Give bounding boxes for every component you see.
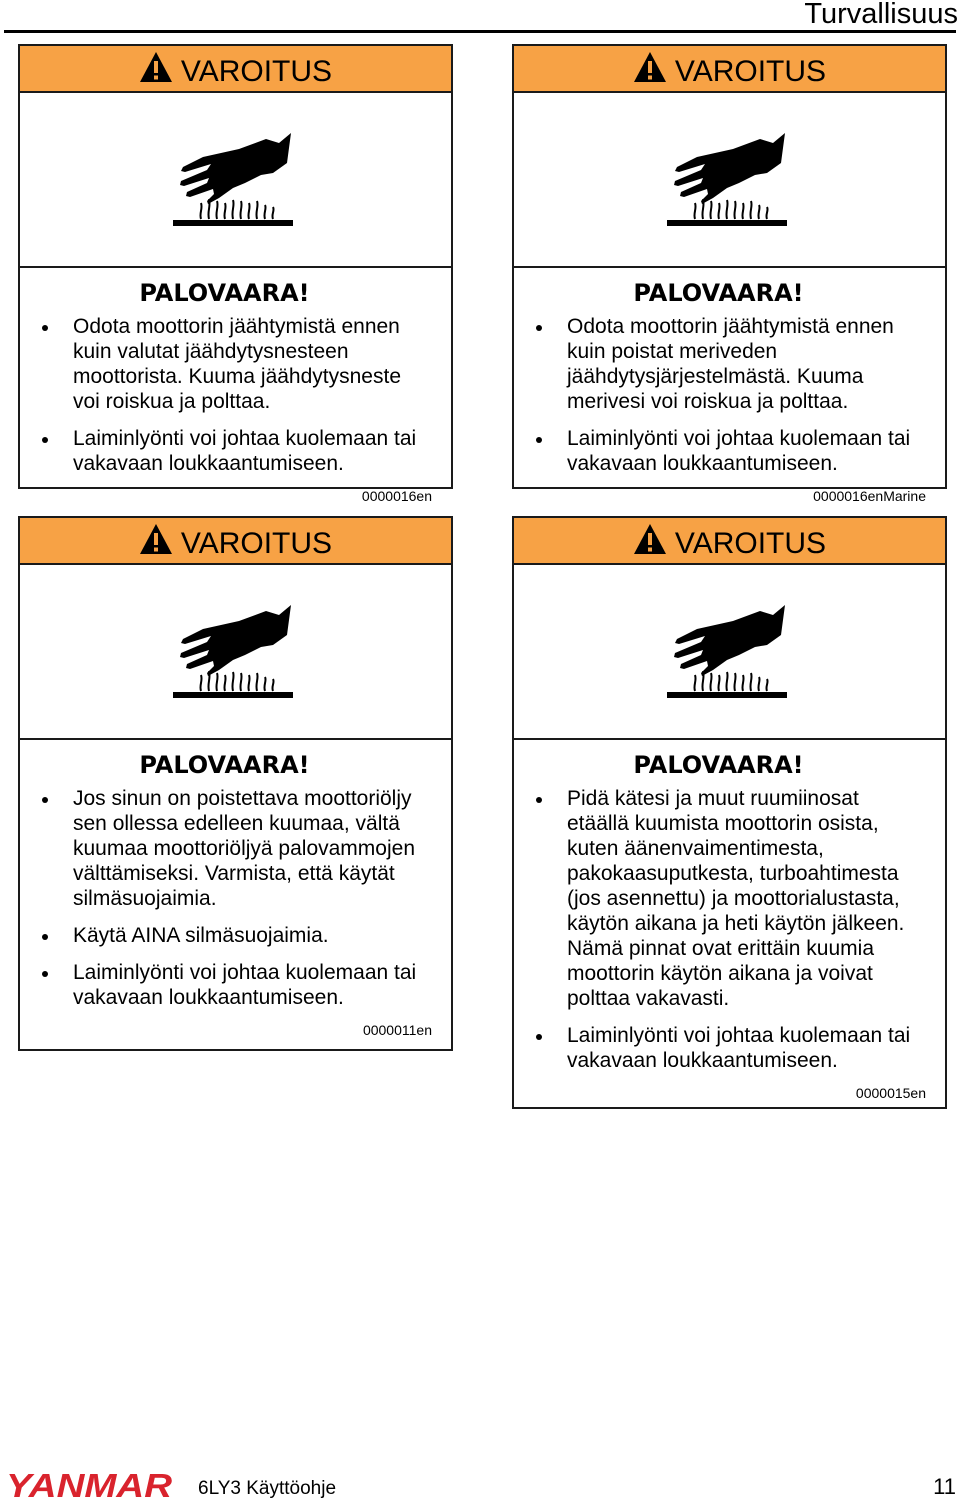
hazard-title: PALOVAARA! bbox=[633, 279, 804, 307]
hazard-title: PALOVAARA! bbox=[139, 279, 310, 307]
warning-triangle-icon bbox=[633, 51, 667, 83]
signal-word: VAROITUS bbox=[674, 526, 827, 560]
yanmar-logo bbox=[4, 1468, 176, 1502]
bullet-list bbox=[40, 314, 431, 476]
bullet-item: Käytä AINA silmäsuojaimia. bbox=[40, 923, 431, 948]
hazard-pictogram bbox=[20, 93, 451, 268]
label-code: 0000015en bbox=[855, 1085, 926, 1101]
signal-band bbox=[20, 46, 451, 93]
label-code: 0000016en bbox=[361, 488, 432, 504]
hot-surface-hand-icon bbox=[171, 131, 295, 231]
hazard-pictogram bbox=[20, 565, 451, 740]
warning-triangle-icon bbox=[139, 51, 173, 83]
warning-label-seawater bbox=[512, 44, 947, 504]
signal-band bbox=[514, 46, 945, 93]
section-header: Turvallisuus bbox=[804, 0, 958, 30]
bullet-item: Laiminlyönti voi johtaa kuolemaan tai vakavaan loukkaantumiseen. bbox=[40, 426, 431, 476]
bullet-item: Jos sinun on poistettava moottoriöljy sen ollessa edelleen kuumaa, vältä kuumaa moottoriöljyä palovammojen välttämiseksi. Varmista, että käytät silmäsuojaimia. bbox=[40, 786, 431, 911]
hot-surface-hand-icon bbox=[665, 131, 789, 231]
bullet-item: Laiminlyönti voi johtaa kuolemaan tai vakavaan loukkaantumiseen. bbox=[534, 1023, 925, 1073]
header-rule bbox=[4, 30, 956, 33]
warning-triangle-icon bbox=[139, 523, 173, 555]
bullet-list bbox=[534, 314, 925, 476]
signal-word: VAROITUS bbox=[180, 54, 333, 88]
bullet-item: Laiminlyönti voi johtaa kuolemaan tai vakavaan loukkaantumiseen. bbox=[534, 426, 925, 476]
hot-surface-hand-icon bbox=[171, 603, 295, 703]
hazard-pictogram bbox=[514, 565, 945, 740]
bullet-item: Laiminlyönti voi johtaa kuolemaan tai vakavaan loukkaantumiseen. bbox=[40, 960, 431, 1010]
bullet-item: Odota moottorin jäähtymistä ennen kuin poistat meriveden jäähdytysjärjestelmästä. Kuuma merivesi voi roiskua ja polttaa. bbox=[534, 314, 925, 414]
bullet-item: Pidä kätesi ja muut ruumiinosat etäällä kuumista moottorin osista, kuten äänenvaimentimesta, pakokaasuputkesta, turboahtimesta (jos asennettu) ja moottorialustasta, käytön aikana ja heti käytön jälkeen. Nämä pinnat ovat erittäin kuumia moottorin käytön aikana ja voivat polttaa vakavasti. bbox=[534, 786, 925, 1011]
hazard-pictogram bbox=[514, 93, 945, 268]
hot-surface-hand-icon bbox=[665, 603, 789, 703]
bullet-list bbox=[534, 786, 925, 1073]
bullet-list bbox=[40, 786, 431, 1010]
hazard-title: PALOVAARA! bbox=[139, 751, 310, 779]
signal-word: VAROITUS bbox=[180, 526, 333, 560]
signal-band bbox=[514, 518, 945, 565]
warning-label-hot-parts bbox=[512, 516, 947, 1109]
hazard-title: PALOVAARA! bbox=[633, 751, 804, 779]
label-code: 0000011en bbox=[362, 1022, 432, 1038]
warning-triangle-icon bbox=[633, 523, 667, 555]
bullet-item: Odota moottorin jäähtymistä ennen kuin valutat jäähdytysnesteen moottorista. Kuuma jäähdytysneste voi roiskua ja polttaa. bbox=[40, 314, 431, 414]
warning-label-coolant bbox=[18, 44, 453, 504]
yanmar-logo-text: YANMAR bbox=[6, 1468, 173, 1502]
signal-word: VAROITUS bbox=[674, 54, 827, 88]
warning-label-oil bbox=[18, 516, 453, 1051]
page-number: 11 bbox=[933, 1474, 956, 1499]
manual-title: 6LY3 Käyttöohje bbox=[198, 1478, 337, 1499]
label-code: 0000016enMarine bbox=[813, 488, 926, 504]
signal-band bbox=[20, 518, 451, 565]
